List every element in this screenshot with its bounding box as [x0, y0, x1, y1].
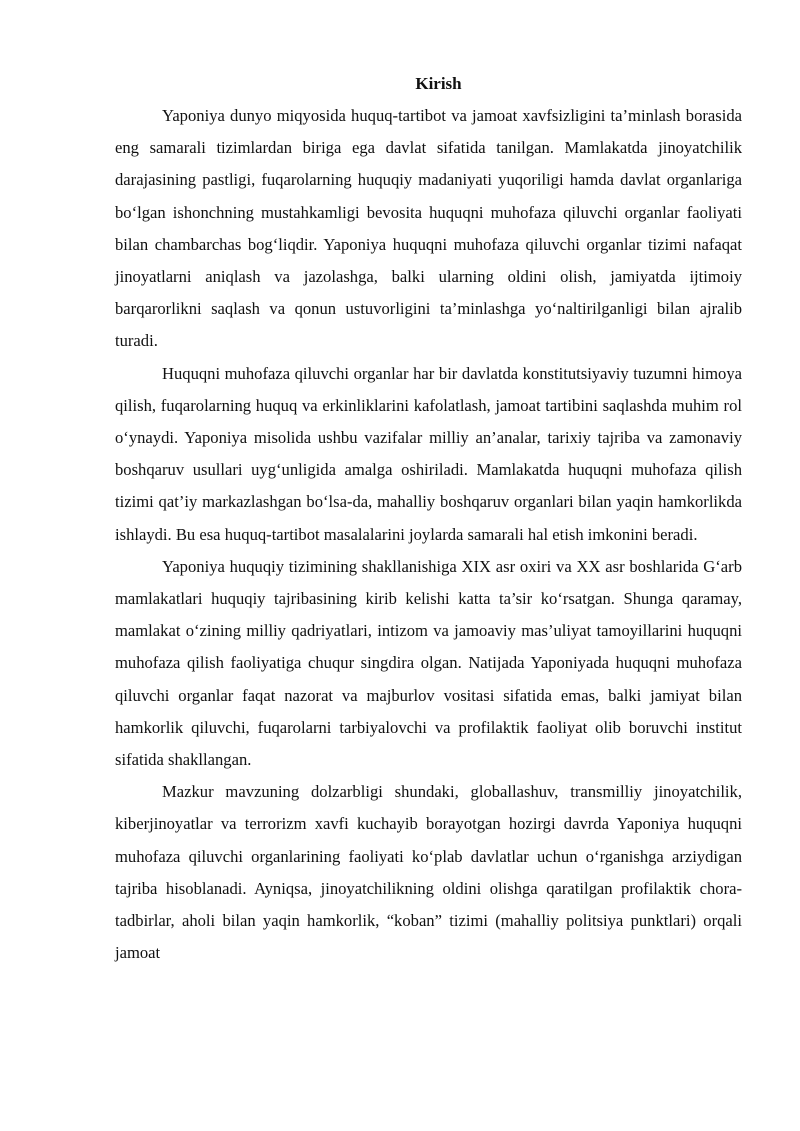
paragraph-4: Mazkur mavzuning dolzarbligi shundaki, globallashuv, transmilliy jinoyatchilik, kiberjinoyatlar va terrorizm xavfi kuchayib borayotgan hozirgi davrda Yaponiya huquqni muhofaza qiluvchi organlarining faoliyati ko‘plab davlatlar uchun o‘rganishga arziydigan tajriba hisoblanadi. Ayniqsa, jinoyatchilikning oldini olishga qaratilgan profilaktik chora-tadbirlar, aholi bilan yaqin hamkorlik, “koban” tizimi (mahalliy politsiya punktlari) orqali jamoat — [115, 782, 742, 963]
section-heading: Kirish — [415, 74, 462, 93]
paragraph-3: Yaponiya huquqiy tizimining shakllanishiga XIX asr oxiri va XX asr boshlarida G‘arb mamlakatlari huquqiy tajribasining kirib kelishi katta ta’sir ko‘rsatgan. Shunga qaramay, mamlakat o‘zining milliy qadriyatlari, intizom va jamoaviy mas’uliyat tamoyillarini huquqni muhofaza qilish faoliyatiga chuqur singdira olgan. Natijada Yaponiyada huquqni muhofaza qiluvchi organlar faqat nazorat va majburlov vositasi sifatida emas, balki jamiyat bilan hamkorlik qiluvchi, fuqarolarni tarbiyalovchi va profilaktik faoliyat olib boruvchi institut sifatida shakllangan. — [115, 556, 742, 770]
paragraph-1: Yaponiya dunyo miqyosida huquq-tartibot va jamoat xavfsizligini ta’minlash borasida eng samarali tizimlardan biriga ega davlat sifatida tanilgan. Mamlakatda jinoyatchilik darajasining pastligi, fuqarolarning huquqiy madaniyati yuqoriligi hamda davlat organlariga bo‘lgan ishonchning mustahkamligi bevosita huquqni muhofaza qiluvchi organlar faoliyati bilan chambarchas bog‘liqdir. Yaponiya huquqni muhofaza qiluvchi organlar tizimi nafaqat jinoyatlarni aniqlash va jazolashga, balki ularning oldini olish, jamiyatda ijtimoiy barqarorlikni saqlash va qonun ustuvorligini ta’minlashga yo‘naltirilganligi bilan ajralib turadi. — [115, 106, 742, 351]
paragraph-2: Huquqni muhofaza qiluvchi organlar har bir davlatda konstitutsiyaviy tuzumni himoya qilish, fuqarolarning huquq va erkinliklarini kafolatlash, jamoat tartibini saqlashda muhim rol o‘ynaydi. Yaponiya misolida ushbu vazifalar milliy an’analar, tarixiy tajriba va zamonaviy boshqaruv usullari uyg‘unligida amalga oshiriladi. Mamlakatda huquqni muhofaza qilish tizimi qat’iy markazlashgan bo‘lsa-da, mahalliy boshqaruv organlari bilan yaqin hamkorlikda ishlaydi. Bu esa huquq-tartibot masalalarini joylarda samarali hal etish imkonini beradi. — [115, 363, 742, 544]
